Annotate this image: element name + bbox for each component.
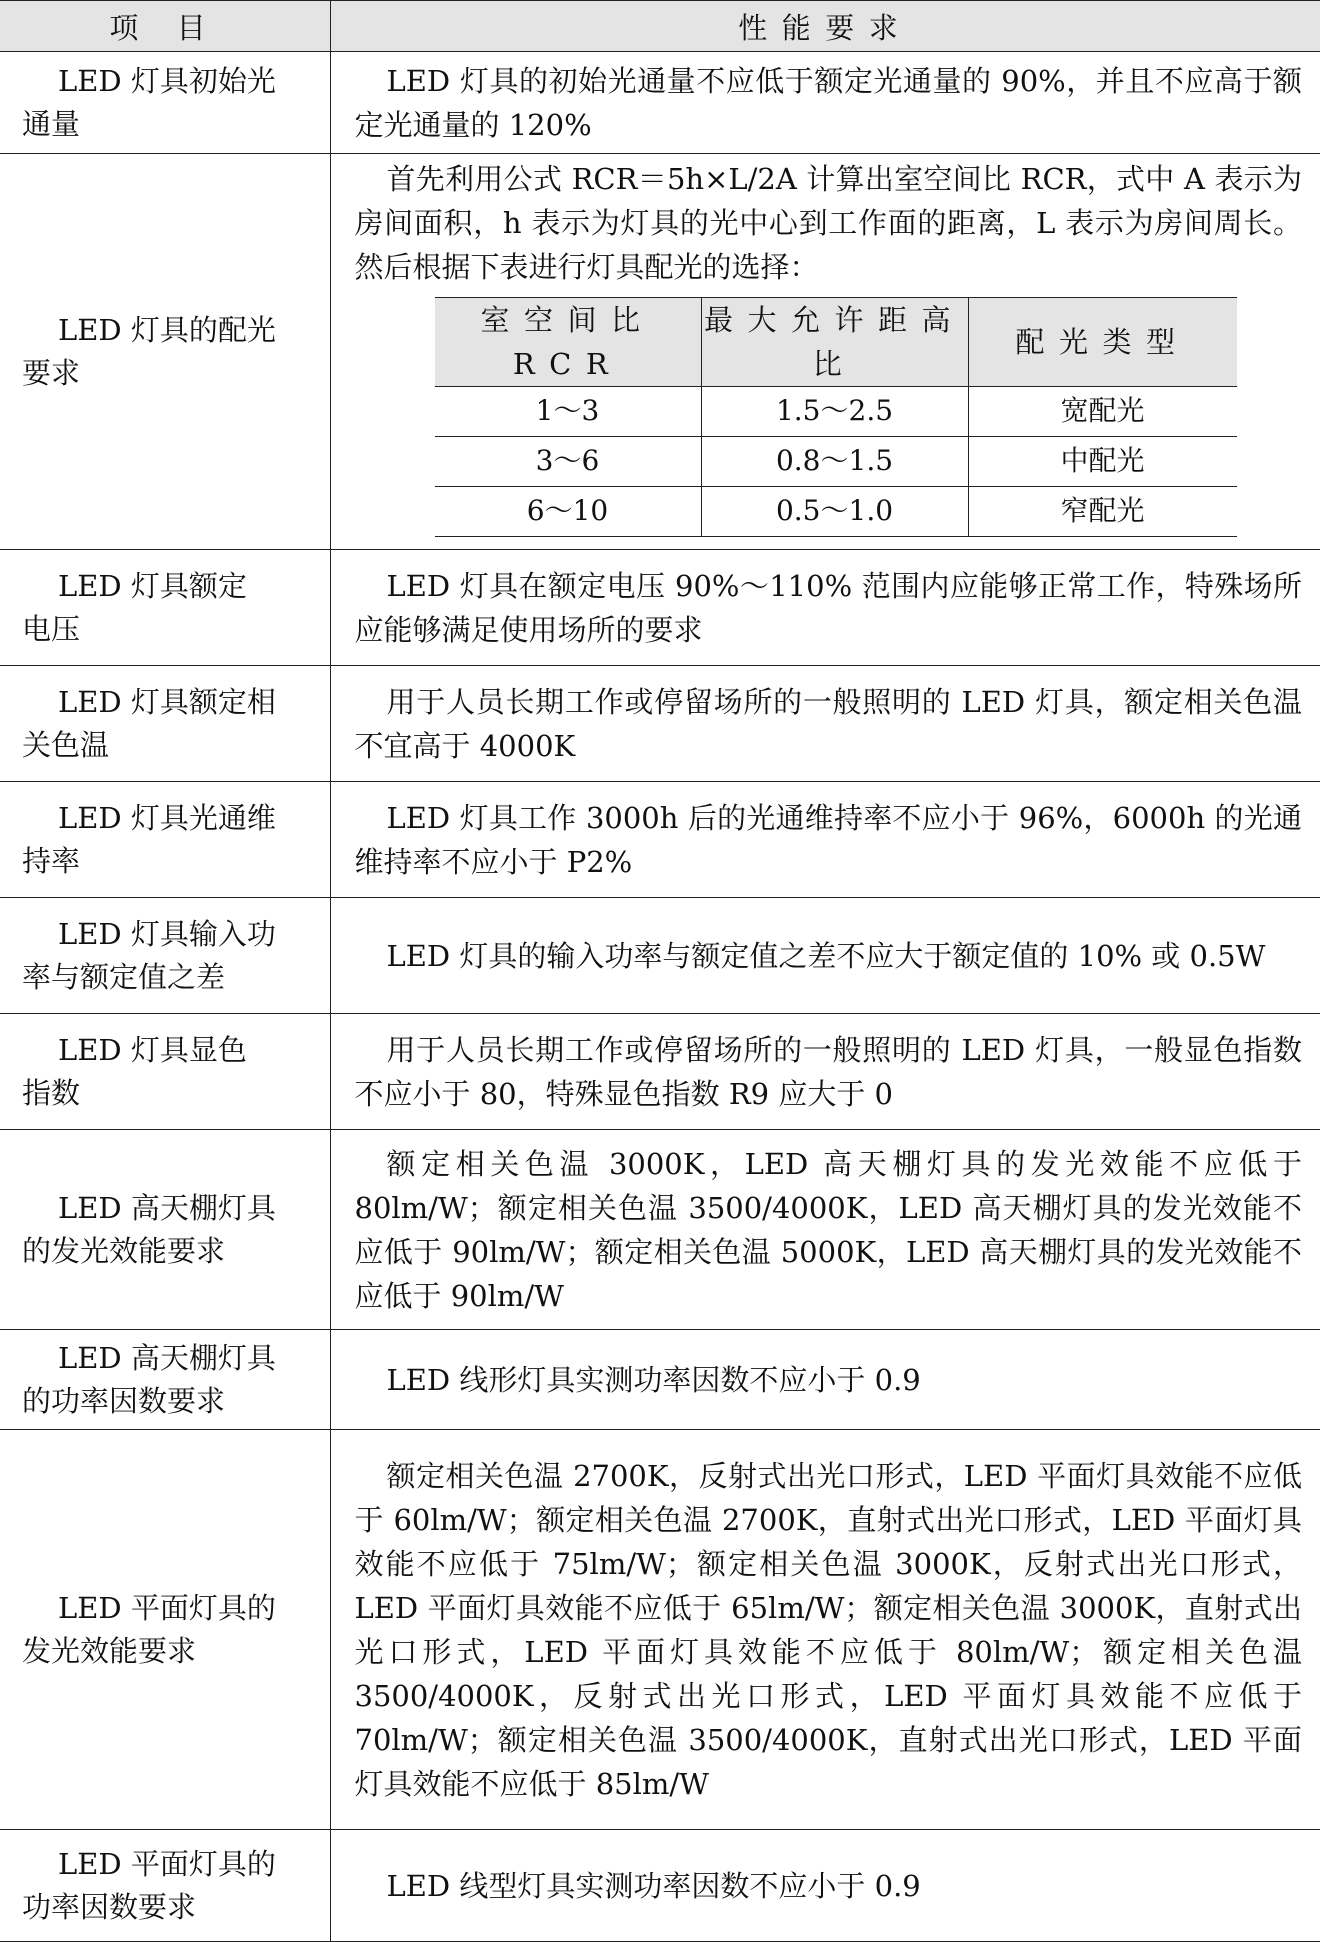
header-requirement: 性能要求 xyxy=(330,1,1320,52)
table-row xyxy=(0,1130,1320,1330)
subtable-cell: 0.8～1.5 xyxy=(701,436,968,486)
table-row xyxy=(0,1014,1320,1130)
row-text: 额定相关色温 3000K，LED 高天棚灯具的发光效能不应低于 80lm/W；额定相关色温 3500/4000K，LED 高天棚灯具的发光效能不应低于 90lm/W；额定相关色温 5000K，LED 高天棚灯具的发光效能不应低于 90lm/W xyxy=(354,1146,1302,1313)
table-row xyxy=(0,782,1320,898)
table-row xyxy=(0,666,1320,782)
subtable-header-row xyxy=(435,297,1237,386)
subtable-cell: 宽配光 xyxy=(968,386,1237,436)
subtable-header: 室空间比 RCR xyxy=(435,297,702,386)
subtable-cell: 中配光 xyxy=(968,436,1237,486)
table-row xyxy=(0,52,1320,154)
row-label: LED 灯具显色 指数 xyxy=(22,1032,247,1110)
row-text: LED 灯具在额定电压 90%～110% 范围内应能够正常工作，特殊场所应能够满足使用场所的要求 xyxy=(354,568,1302,647)
row-label: LED 灯具的配光 要求 xyxy=(22,312,276,390)
subtable-row xyxy=(435,436,1237,486)
table-row xyxy=(0,1430,1320,1830)
subtable-header: 最大允许距高比 xyxy=(701,297,968,386)
subtable-cell: 3～6 xyxy=(435,436,702,486)
subtable-cell: 1.5～2.5 xyxy=(701,386,968,436)
row-label: LED 高天棚灯具 的发光效能要求 xyxy=(22,1190,276,1268)
row-text: LED 灯具工作 3000h 后的光通维持率不应小于 96%，6000h 的光通维持率不应小于 P2% xyxy=(354,800,1302,879)
table-row xyxy=(0,1330,1320,1430)
subtable-cell: 6～10 xyxy=(435,486,702,536)
subtable-header: 配光类型 xyxy=(968,297,1237,386)
subtable-cell: 0.5～1.0 xyxy=(701,486,968,536)
row-label: LED 灯具输入功 率与额定值之差 xyxy=(22,916,276,994)
row-label: LED 灯具额定相 关色温 xyxy=(22,684,276,762)
row-text: 用于人员长期工作或停留场所的一般照明的 LED 灯具，一般显色指数不应小于 80，特殊显色指数 R9 应大于 0 xyxy=(354,1032,1302,1111)
table-row xyxy=(0,154,1320,550)
subtable-row xyxy=(435,486,1237,536)
row-text: 首先利用公式 RCR＝5h×L/2A 计算出室空间比 RCR，式中 A 表示为房间面积，h 表示为灯具的光中心到工作面的距离，L 表示为房间周长。然后根据下表进行灯具配光的选择： xyxy=(354,161,1302,284)
row-label: LED 灯具光通维 持率 xyxy=(22,800,276,878)
row-text: 额定相关色温 2700K，反射式出光口形式，LED 平面灯具效能不应低于 60lm/W；额定相关色温 2700K，直射式出光口形式，LED 平面灯具效能不应低于 75lm/W；额定相关色温 3000K，反射式出光口形式，LED 平面灯具效能不应低于 65lm/W；额定相关色温 3000K，直射式出光口形式，LED 平面灯具效能不应低于 80lm/W；额定相关色温 3500/4000K，反射式出光口形式，LED 平面灯具效能不应低于 70lm/W；额定相关色温 3500/4000K，直射式出光口形式，LED 平面灯具效能不应低于 85lm/W xyxy=(354,1458,1302,1801)
row-label: LED 平面灯具的 功率因数要求 xyxy=(22,1846,276,1924)
row-text: LED 灯具的初始光通量不应低于额定光通量的 90%，并且不应高于额定光通量的 120% xyxy=(354,63,1302,142)
table-row xyxy=(0,1830,1320,1942)
subtable-cell: 窄配光 xyxy=(968,486,1237,536)
row-label: LED 灯具初始光 通量 xyxy=(22,63,276,141)
table-header-row xyxy=(0,1,1320,52)
rcr-subtable xyxy=(435,297,1237,537)
row-label: LED 高天棚灯具 的功率因数要求 xyxy=(22,1340,276,1418)
table-row xyxy=(0,898,1320,1014)
row-text: 用于人员长期工作或停留场所的一般照明的 LED 灯具，额定相关色温不宜高于 4000K xyxy=(354,684,1302,763)
header-item: 项 目 xyxy=(0,1,330,52)
subtable-cell: 1～3 xyxy=(435,386,702,436)
subtable-row xyxy=(435,386,1237,436)
table-row xyxy=(0,550,1320,666)
row-text: LED 灯具的输入功率与额定值之差不应大于额定值的 10% 或 0.5W xyxy=(386,938,1266,973)
row-text: LED 线型灯具实测功率因数不应小于 0.9 xyxy=(386,1868,921,1903)
row-label: LED 平面灯具的 发光效能要求 xyxy=(22,1590,276,1668)
row-label: LED 灯具额定 电压 xyxy=(22,568,247,646)
row-text: LED 线形灯具实测功率因数不应小于 0.9 xyxy=(386,1362,921,1397)
